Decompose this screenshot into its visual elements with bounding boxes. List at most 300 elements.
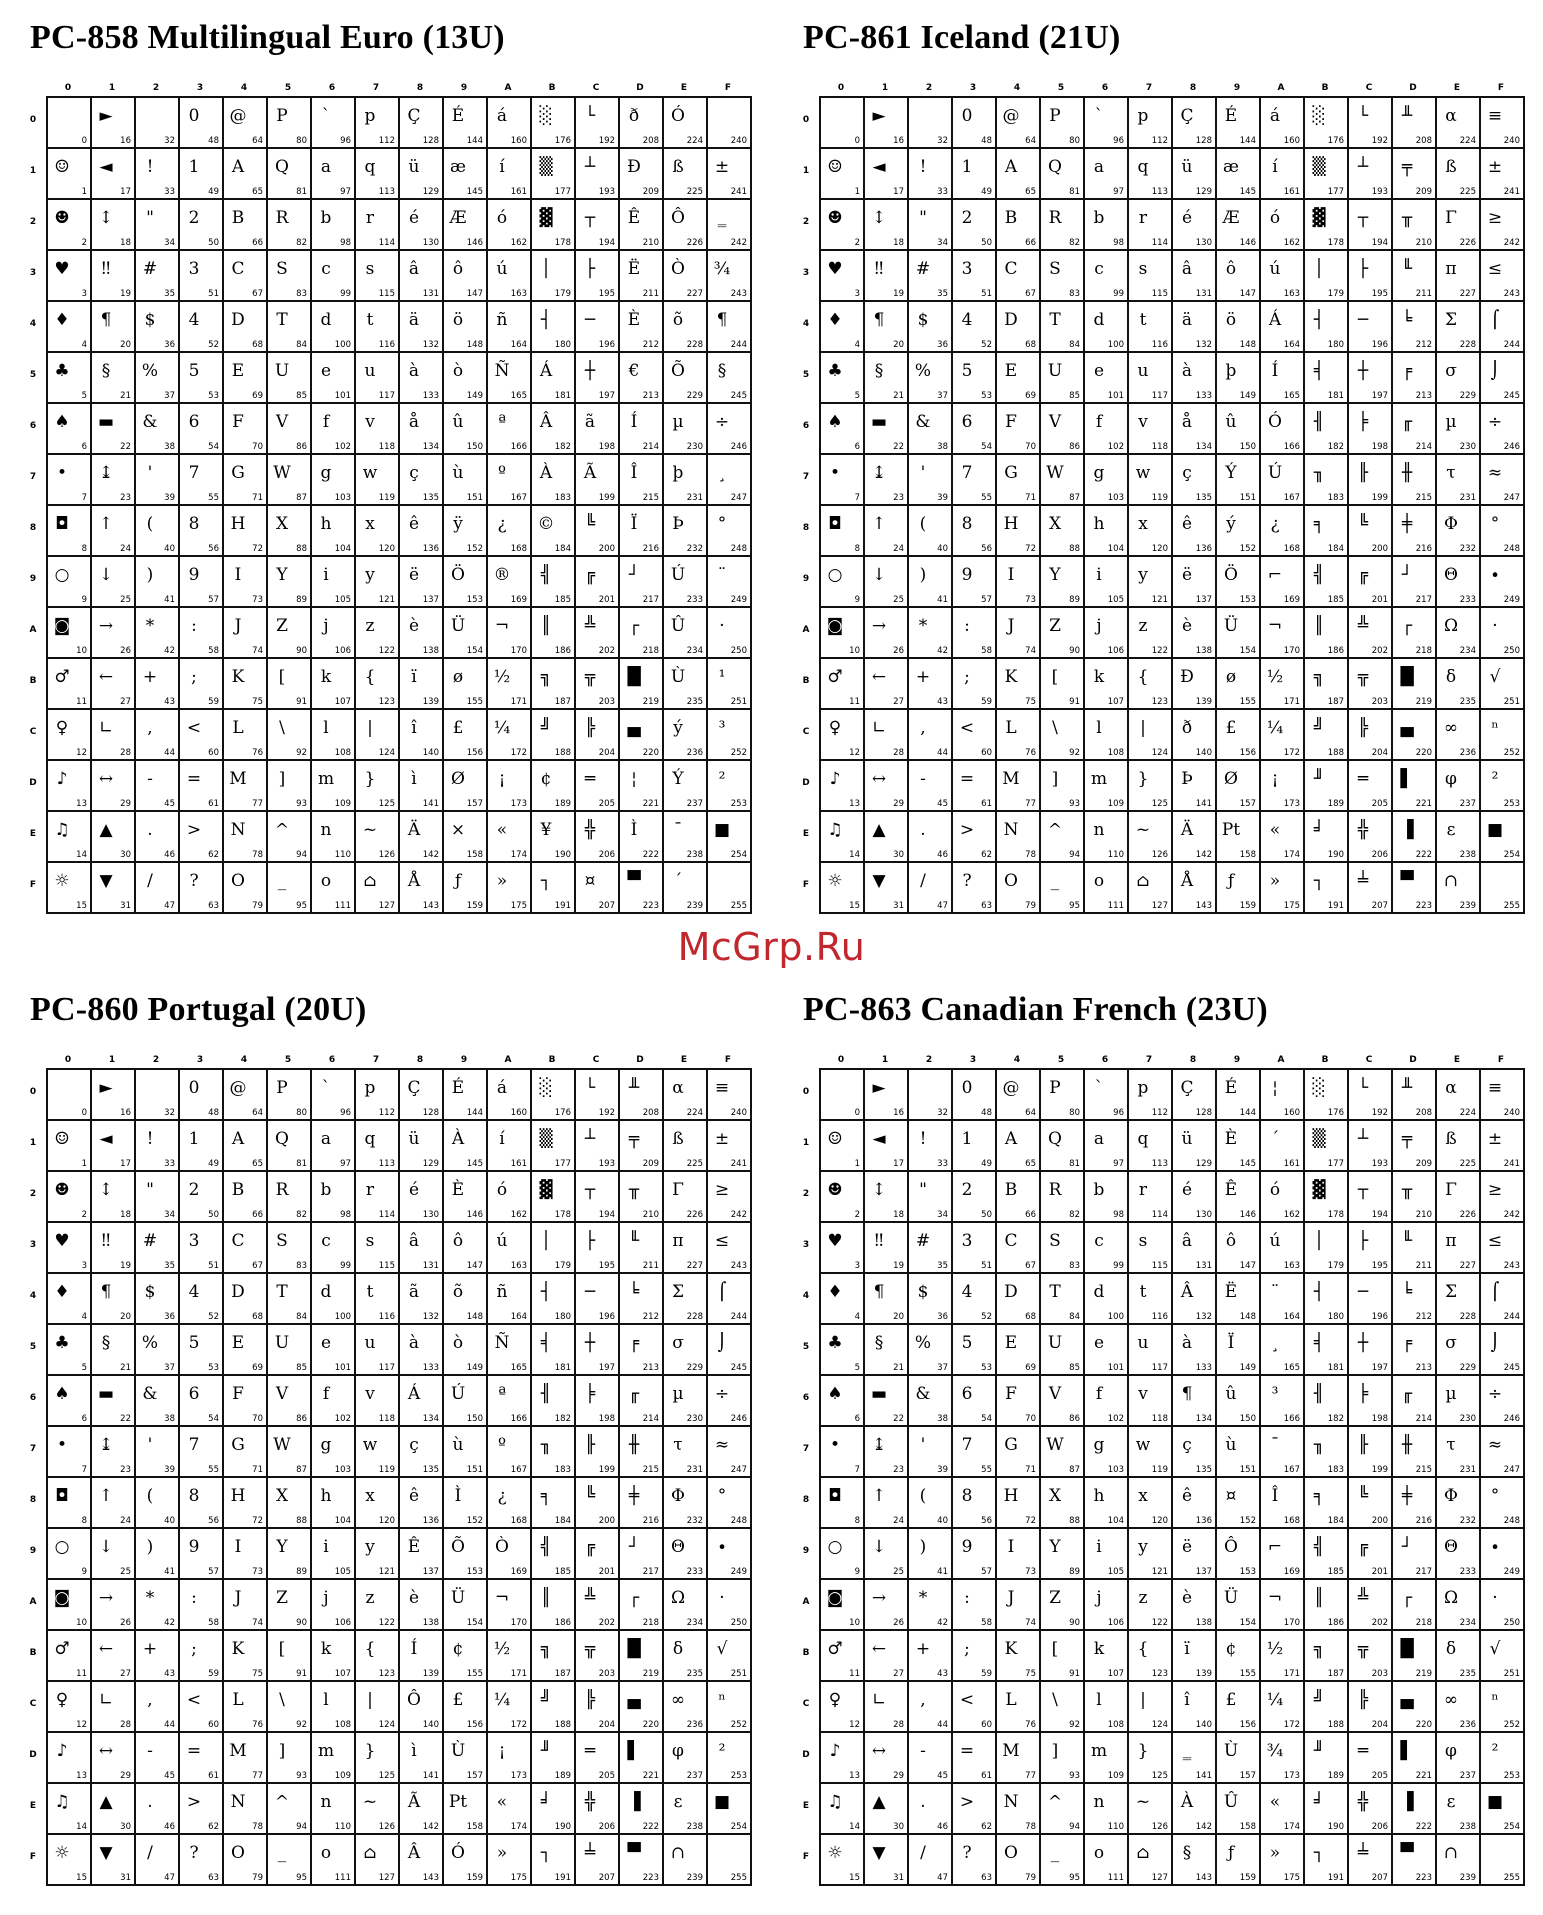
char-cell <box>620 1580 664 1631</box>
char-glyph: Ø <box>1224 769 1238 789</box>
char-cell <box>1393 659 1437 710</box>
char-cell <box>1041 1631 1085 1682</box>
char-glyph: ø <box>452 667 464 687</box>
char-cell <box>136 1172 180 1223</box>
char-glyph: ╪ <box>628 1486 640 1506</box>
char-cell <box>1041 557 1085 608</box>
char-code: 109 <box>334 1771 351 1781</box>
char-code: 85 <box>296 391 307 401</box>
char-glyph: ▼ <box>99 1843 113 1863</box>
char-glyph: * <box>145 1588 155 1608</box>
char-glyph: J <box>1007 616 1015 636</box>
char-glyph: ┌ <box>1401 1588 1413 1608</box>
char-cell <box>708 1070 752 1121</box>
char-cell <box>136 1070 180 1121</box>
char-glyph: 5 <box>188 361 200 381</box>
char-code: 45 <box>937 1771 948 1781</box>
char-cell <box>224 149 268 200</box>
char-cell <box>400 98 444 149</box>
char-code: 222 <box>1415 850 1432 860</box>
char-cell <box>532 1121 576 1172</box>
char-code: 160 <box>510 1108 527 1118</box>
char-glyph: · <box>719 616 725 636</box>
char-cell <box>953 1121 997 1172</box>
char-code: 3 <box>854 1261 860 1271</box>
char-code: 141 <box>1195 799 1212 809</box>
char-cell <box>953 1784 997 1835</box>
char-glyph: ▌ <box>1400 769 1414 789</box>
char-glyph: n <box>320 820 332 840</box>
char-glyph: ì <box>411 769 417 789</box>
char-cell <box>312 863 356 914</box>
char-cell <box>400 659 444 710</box>
char-cell <box>1437 761 1481 812</box>
char-glyph: & <box>915 1384 931 1404</box>
char-cell <box>180 251 224 302</box>
char-glyph: Æ <box>1222 208 1240 228</box>
char-code: 127 <box>378 901 395 911</box>
char-code: 216 <box>642 544 659 554</box>
char-glyph: 6 <box>188 412 200 432</box>
char-glyph: ╘ <box>1401 1282 1413 1302</box>
char-code: 106 <box>334 646 351 656</box>
char-glyph: Q <box>1048 1129 1062 1149</box>
char-cell <box>664 1835 708 1886</box>
char-cell <box>488 1682 532 1733</box>
char-code: 237 <box>686 799 703 809</box>
char-glyph: ♠ <box>54 412 70 432</box>
char-code: 216 <box>642 1516 659 1526</box>
column-header: B <box>548 1055 556 1065</box>
char-code: 33 <box>937 1159 948 1169</box>
char-code: 18 <box>120 238 131 248</box>
char-cell <box>92 1478 136 1529</box>
char-glyph: ♀ <box>828 1690 842 1710</box>
char-glyph: ♪ <box>829 769 841 789</box>
char-glyph: D <box>1004 1282 1018 1302</box>
char-cell <box>997 761 1041 812</box>
char-code: 189 <box>1327 799 1344 809</box>
row-header: 4 <box>802 1291 810 1301</box>
char-cell <box>1393 1325 1437 1376</box>
char-code: 26 <box>893 1618 904 1628</box>
char-glyph: ═ <box>584 769 596 789</box>
column-header: C <box>592 83 600 93</box>
char-glyph: A <box>231 1129 245 1149</box>
char-code: 217 <box>1415 595 1432 605</box>
char-glyph: x <box>1138 1486 1148 1506</box>
char-glyph: ≈ <box>1487 1435 1503 1455</box>
char-glyph: _ <box>1050 871 1060 891</box>
char-code: 31 <box>893 901 904 911</box>
char-code: 131 <box>1195 1261 1212 1271</box>
char-code: 55 <box>981 493 992 503</box>
char-glyph: Ï <box>1227 1333 1235 1353</box>
char-glyph: Â <box>407 1843 421 1863</box>
char-cell <box>1481 1070 1525 1121</box>
char-glyph: · <box>1492 1588 1498 1608</box>
char-code: 161 <box>1283 1159 1300 1169</box>
char-glyph: \ <box>279 718 285 738</box>
char-code: 36 <box>164 1312 175 1322</box>
column-header: 1 <box>108 1055 116 1065</box>
char-code: 127 <box>1151 1873 1168 1883</box>
char-glyph: Ó <box>451 1843 465 1863</box>
char-cell <box>444 353 488 404</box>
char-cell <box>356 1682 400 1733</box>
char-glyph: « <box>496 820 508 840</box>
char-code: 18 <box>893 238 904 248</box>
char-code: 210 <box>1415 1210 1432 1220</box>
char-cell <box>356 608 400 659</box>
char-glyph: Ù <box>1223 1741 1239 1761</box>
row-header: F <box>29 1852 37 1862</box>
char-cell <box>356 200 400 251</box>
char-glyph: █ <box>1400 667 1414 687</box>
char-glyph: Þ <box>672 514 684 534</box>
char-cell <box>400 149 444 200</box>
row-header: D <box>29 778 37 788</box>
char-cell <box>92 1631 136 1682</box>
char-glyph: ╣ <box>1313 565 1325 585</box>
char-code: 35 <box>164 289 175 299</box>
char-code: 66 <box>1025 1210 1036 1220</box>
char-cell <box>1217 1172 1261 1223</box>
char-cell <box>576 1835 620 1886</box>
char-glyph: • <box>829 1435 841 1455</box>
char-cell <box>1349 812 1393 863</box>
char-code: 243 <box>1503 1261 1520 1271</box>
char-code: 249 <box>1503 595 1520 605</box>
char-cell <box>953 506 997 557</box>
char-glyph: ▒ <box>1312 1129 1326 1149</box>
char-glyph: É <box>1224 1078 1238 1098</box>
char-code: 97 <box>1113 1159 1124 1169</box>
char-code: 190 <box>554 850 571 860</box>
char-glyph: ▀ <box>627 1843 641 1863</box>
char-code: 43 <box>164 1669 175 1679</box>
char-code: 165 <box>1283 391 1300 401</box>
char-code: 138 <box>422 646 439 656</box>
char-glyph: ◘ <box>828 514 842 534</box>
char-code: 75 <box>252 1669 263 1679</box>
column-header: A <box>1277 1055 1285 1065</box>
char-cell <box>224 1121 268 1172</box>
char-code: 26 <box>120 646 131 656</box>
char-cell <box>865 98 909 149</box>
char-cell <box>1349 200 1393 251</box>
char-cell <box>356 1376 400 1427</box>
char-code: 13 <box>76 1771 87 1781</box>
char-code: 252 <box>1503 1720 1520 1730</box>
char-code: 79 <box>252 901 263 911</box>
char-glyph: Ë <box>627 259 641 279</box>
char-code: 178 <box>554 238 571 248</box>
char-glyph: R <box>1048 208 1062 228</box>
char-code: 32 <box>937 1108 948 1118</box>
row-header: 1 <box>802 1138 810 1148</box>
char-code: 91 <box>296 1669 307 1679</box>
char-glyph: È <box>1224 1129 1238 1149</box>
char-glyph: ♣ <box>827 361 843 381</box>
char-cell <box>180 404 224 455</box>
char-cell <box>180 1835 224 1886</box>
column-header: B <box>1321 1055 1329 1065</box>
char-code: 84 <box>296 340 307 350</box>
char-cell <box>312 1325 356 1376</box>
char-glyph: º <box>498 463 506 483</box>
char-glyph: ½ <box>1266 1639 1284 1659</box>
char-cell <box>620 149 664 200</box>
char-cell <box>997 251 1041 302</box>
char-cell <box>1085 863 1129 914</box>
char-cell <box>1305 1274 1349 1325</box>
char-cell <box>532 251 576 302</box>
char-glyph: > <box>186 1792 202 1812</box>
char-code: 249 <box>730 1567 747 1577</box>
char-code: 90 <box>1069 646 1080 656</box>
char-code: 72 <box>252 544 263 554</box>
char-code: 148 <box>466 1312 483 1322</box>
char-glyph: K <box>1004 1639 1018 1659</box>
char-glyph: ▀ <box>627 871 641 891</box>
char-glyph: ▼ <box>872 871 886 891</box>
char-code: 124 <box>1151 748 1168 758</box>
char-cell <box>92 149 136 200</box>
char-glyph: § <box>101 361 111 381</box>
char-cell <box>488 1172 532 1223</box>
char-cell <box>865 404 909 455</box>
char-code: 163 <box>1283 289 1300 299</box>
char-cell <box>312 761 356 812</box>
char-code: 204 <box>598 1720 615 1730</box>
char-cell <box>620 1835 664 1886</box>
char-code: 254 <box>1503 1822 1520 1832</box>
char-glyph: ô <box>452 259 464 279</box>
char-code: 129 <box>1195 1159 1212 1169</box>
char-glyph: 4 <box>961 310 973 330</box>
char-cell <box>1129 1325 1173 1376</box>
char-glyph: ] <box>1051 769 1059 789</box>
char-glyph: > <box>186 820 202 840</box>
char-code: 47 <box>164 901 175 911</box>
char-cell <box>1129 251 1173 302</box>
char-cell <box>1261 251 1305 302</box>
char-glyph: ╬ <box>1357 1792 1369 1812</box>
char-glyph: á <box>496 1078 508 1098</box>
char-code: 57 <box>208 595 219 605</box>
char-code: 182 <box>1327 1414 1344 1424</box>
char-code: 113 <box>378 1159 395 1169</box>
char-glyph: √ <box>1489 667 1501 687</box>
char-cell <box>620 710 664 761</box>
char-code: 181 <box>554 391 571 401</box>
char-cell <box>576 1682 620 1733</box>
char-code: 171 <box>1283 697 1300 707</box>
char-cell <box>224 1274 268 1325</box>
char-glyph: ] <box>1051 1741 1059 1761</box>
char-cell <box>312 251 356 302</box>
char-code: 172 <box>1283 748 1300 758</box>
char-glyph: ∟ <box>98 1690 114 1710</box>
char-cell <box>953 863 997 914</box>
column-header: 8 <box>1189 83 1197 93</box>
char-glyph: ╦ <box>584 667 596 687</box>
char-cell <box>1305 251 1349 302</box>
char-glyph: n <box>1093 1792 1105 1812</box>
char-cell <box>1437 353 1481 404</box>
char-code: 242 <box>1503 1210 1520 1220</box>
char-cell <box>1393 404 1437 455</box>
char-cell <box>488 506 532 557</box>
char-glyph: Ò <box>671 259 685 279</box>
char-cell <box>1129 1427 1173 1478</box>
char-code: 104 <box>334 544 351 554</box>
char-cell <box>400 557 444 608</box>
char-cell <box>1393 1631 1437 1682</box>
row-header: 1 <box>29 166 37 176</box>
char-code: 100 <box>334 1312 351 1322</box>
char-code: 86 <box>296 442 307 452</box>
char-cell <box>92 1070 136 1121</box>
char-glyph: ♦ <box>827 1282 843 1302</box>
char-cell <box>532 659 576 710</box>
char-glyph: i <box>323 1537 329 1557</box>
char-code: 168 <box>1283 544 1300 554</box>
char-glyph: a <box>320 1129 332 1149</box>
char-glyph: Ö <box>1224 565 1238 585</box>
char-code: 187 <box>554 1669 571 1679</box>
char-cell <box>356 659 400 710</box>
char-code: 246 <box>1503 1414 1520 1424</box>
char-glyph: 6 <box>188 1384 200 1404</box>
char-code: 169 <box>510 1567 527 1577</box>
char-code: 34 <box>164 238 175 248</box>
char-code: 68 <box>252 1312 263 1322</box>
char-cell <box>865 1121 909 1172</box>
char-cell <box>1217 1733 1261 1784</box>
char-cell <box>1085 1325 1129 1376</box>
char-code: 82 <box>1069 1210 1080 1220</box>
char-code: 49 <box>981 187 992 197</box>
char-glyph: ) <box>146 565 154 585</box>
char-cell <box>1481 1682 1525 1733</box>
char-glyph: ▬ <box>97 412 115 432</box>
char-glyph: ¼ <box>493 1690 511 1710</box>
char-code: 252 <box>730 1720 747 1730</box>
column-header: C <box>592 1055 600 1065</box>
char-cell <box>1173 608 1217 659</box>
char-code: 5 <box>854 391 860 401</box>
char-glyph: ║ <box>1313 1588 1325 1608</box>
char-code: 185 <box>554 1567 571 1577</box>
char-code: 253 <box>730 1771 747 1781</box>
char-cell <box>488 1427 532 1478</box>
char-glyph: ╡ <box>1313 361 1325 381</box>
char-code: 160 <box>1283 136 1300 146</box>
char-glyph: Î <box>630 463 638 483</box>
char-code: 0 <box>854 1108 860 1118</box>
char-glyph: ║ <box>1313 616 1325 636</box>
char-cell <box>136 404 180 455</box>
char-glyph: ┼ <box>1357 361 1369 381</box>
char-code: 55 <box>208 1465 219 1475</box>
char-cell <box>1481 863 1525 914</box>
char-glyph: π <box>1445 259 1457 279</box>
char-code: 57 <box>981 595 992 605</box>
char-glyph: ┴ <box>584 157 596 177</box>
char-cell <box>909 608 953 659</box>
char-glyph: ¨ <box>1270 1282 1280 1302</box>
char-glyph: , <box>920 1690 926 1710</box>
char-code: 188 <box>554 748 571 758</box>
char-code: 241 <box>1503 187 1520 197</box>
char-glyph: ♣ <box>54 1333 70 1353</box>
char-cell <box>708 251 752 302</box>
char-cell <box>1481 659 1525 710</box>
char-code: 164 <box>1283 340 1300 350</box>
char-code: 1 <box>854 187 860 197</box>
char-cell <box>136 557 180 608</box>
char-glyph: ‼ <box>874 259 884 279</box>
char-cell <box>92 1274 136 1325</box>
char-cell <box>136 659 180 710</box>
char-code: 139 <box>422 697 439 707</box>
char-glyph: ? <box>962 871 972 891</box>
char-cell <box>1085 1631 1129 1682</box>
char-glyph: G <box>231 1435 245 1455</box>
char-glyph: ▄ <box>1400 718 1414 738</box>
char-glyph: ù <box>452 1435 464 1455</box>
char-code: 189 <box>554 1771 571 1781</box>
char-cell <box>1173 251 1217 302</box>
char-glyph: ╟ <box>584 1435 596 1455</box>
char-code: 122 <box>1151 646 1168 656</box>
char-code: 162 <box>510 1210 527 1220</box>
char-cell <box>1217 200 1261 251</box>
char-cell <box>356 1223 400 1274</box>
char-code: 190 <box>1327 1822 1344 1832</box>
char-glyph: ` <box>321 106 331 126</box>
char-glyph: τ <box>673 1435 683 1455</box>
char-glyph: X <box>1048 514 1062 534</box>
char-code: 181 <box>1327 1363 1344 1373</box>
char-glyph: ─ <box>1357 310 1369 330</box>
char-cell <box>1305 149 1349 200</box>
char-code: 204 <box>1371 748 1388 758</box>
char-cell <box>909 1121 953 1172</box>
char-code: 203 <box>598 697 615 707</box>
char-code: 35 <box>164 1261 175 1271</box>
char-glyph: m <box>317 769 335 789</box>
char-glyph: ‼ <box>874 1231 884 1251</box>
char-glyph: ♣ <box>827 1333 843 1353</box>
char-code: 221 <box>642 799 659 809</box>
char-glyph: ╢ <box>1313 1384 1325 1404</box>
char-glyph: - <box>920 769 926 789</box>
char-glyph: & <box>142 412 158 432</box>
char-cell <box>1393 1835 1437 1886</box>
char-code: 10 <box>849 1618 860 1628</box>
char-code: 176 <box>1327 136 1344 146</box>
char-code: 195 <box>1371 289 1388 299</box>
char-glyph: _ <box>277 1843 287 1863</box>
char-glyph: ç <box>1182 463 1192 483</box>
char-glyph: ú <box>496 259 508 279</box>
char-glyph: ¢ <box>1225 1639 1237 1659</box>
char-cell <box>708 353 752 404</box>
char-cell <box>224 404 268 455</box>
